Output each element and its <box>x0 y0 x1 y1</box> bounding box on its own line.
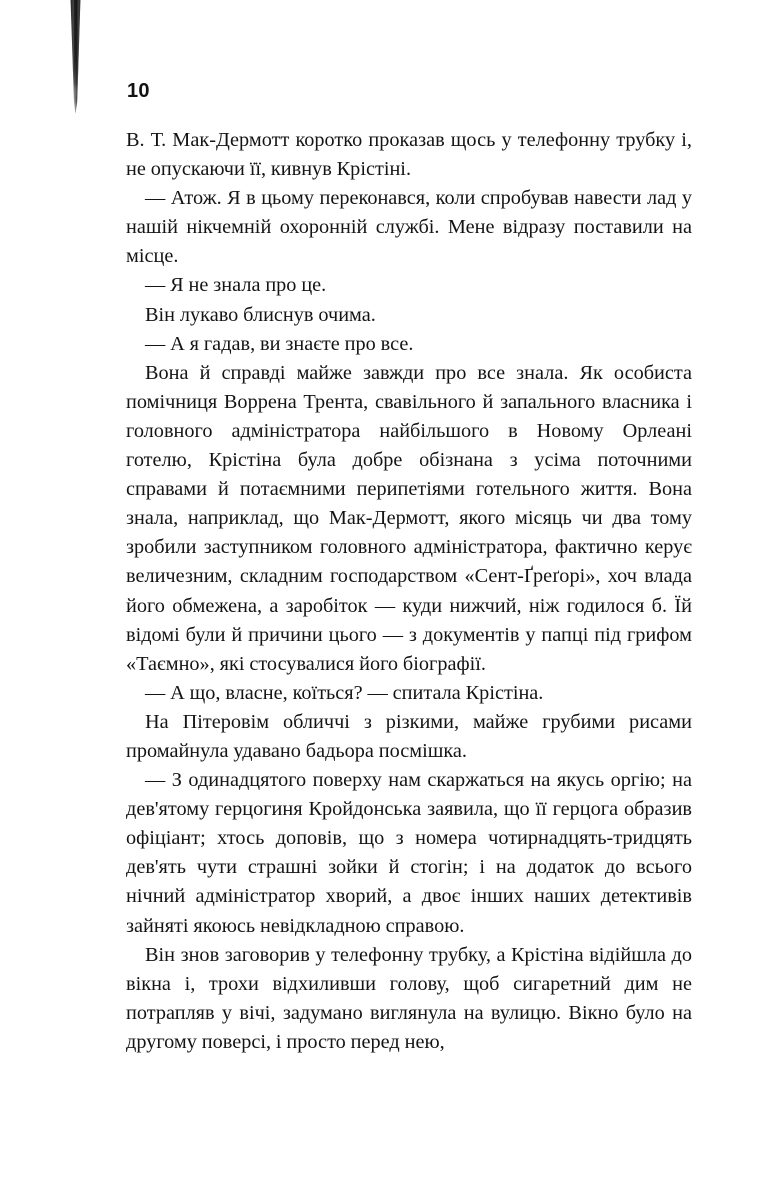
body-text-column <box>126 126 692 1057</box>
paragraph: — З одинадцятого поверху нам скаржаться на якусь оргію; на дев'ятому герцогиня Кройдонська заявила, що її герцога образив офіціант; хтось доповів, що з номера чотирнадцять-тридцять дев'ять чути страшні зойки й стогін; і на додаток до всього нічний адміністратор хворий, а двоє інших наших детективів зайняті якоюсь невідкладною справою. <box>126 769 692 937</box>
paragraph: Він знов заговорив у телефонну трубку, а Крістіна відійшла до вікна і, трохи відхиливши голову, щоб сигаретний дим не потрапляв у вічі, задумано виглянула на вулицю. Вікно було на другому поверсі, і просто перед нею, <box>126 943 692 1053</box>
paragraph: — А що, власне, коїться? — спитала Крістіна. <box>145 681 544 704</box>
paragraph: Вона й справді майже завжди про все знала. Як особиста помічниця Воррена Трента, свавільного й запального власника і головного адміністратора найбільшого в Новому Орлеані готелю, Крістіна була добре обізнана з усіма поточними справами й потаємними перипетіями готельного життя. Вона знала, наприклад, що Мак-Дермотт, якого місяць чи два тому зробили заступником головного адміністратора, фактично керує величезним, складним господарством «Сент-Ґреґорі», хоч влада його обмежена, а заробіток — куди нижчий, ніж годилося б. Їй відомі були й причини цього — з документів у папці під грифом «Таємно», які стосувалися його біографії. <box>126 361 692 675</box>
book-gutter-shadow-icon <box>69 0 82 114</box>
paragraph: В. Т. Мак-Дермотт коротко проказав щось у телефонну трубку і, не опускаючи її, кивнув Крістіні. <box>126 129 692 181</box>
paragraph: — А я гадав, ви знаєте про все. <box>145 332 414 355</box>
paragraph: Він лукаво блиснув очима. <box>145 303 376 326</box>
page-number: 10 <box>127 80 150 102</box>
paragraph: На Пітеровім обличчі з різкими, майже грубими рисами промайнула удавано бадьора посмішка. <box>126 710 692 762</box>
paragraph: — Атож. Я в цьому переконався, коли спробував навести лад у нашій нікчемній охоронній службі. Мене відразу поставили на місце. <box>126 187 692 268</box>
paragraph: — Я не знала про це. <box>145 274 327 297</box>
